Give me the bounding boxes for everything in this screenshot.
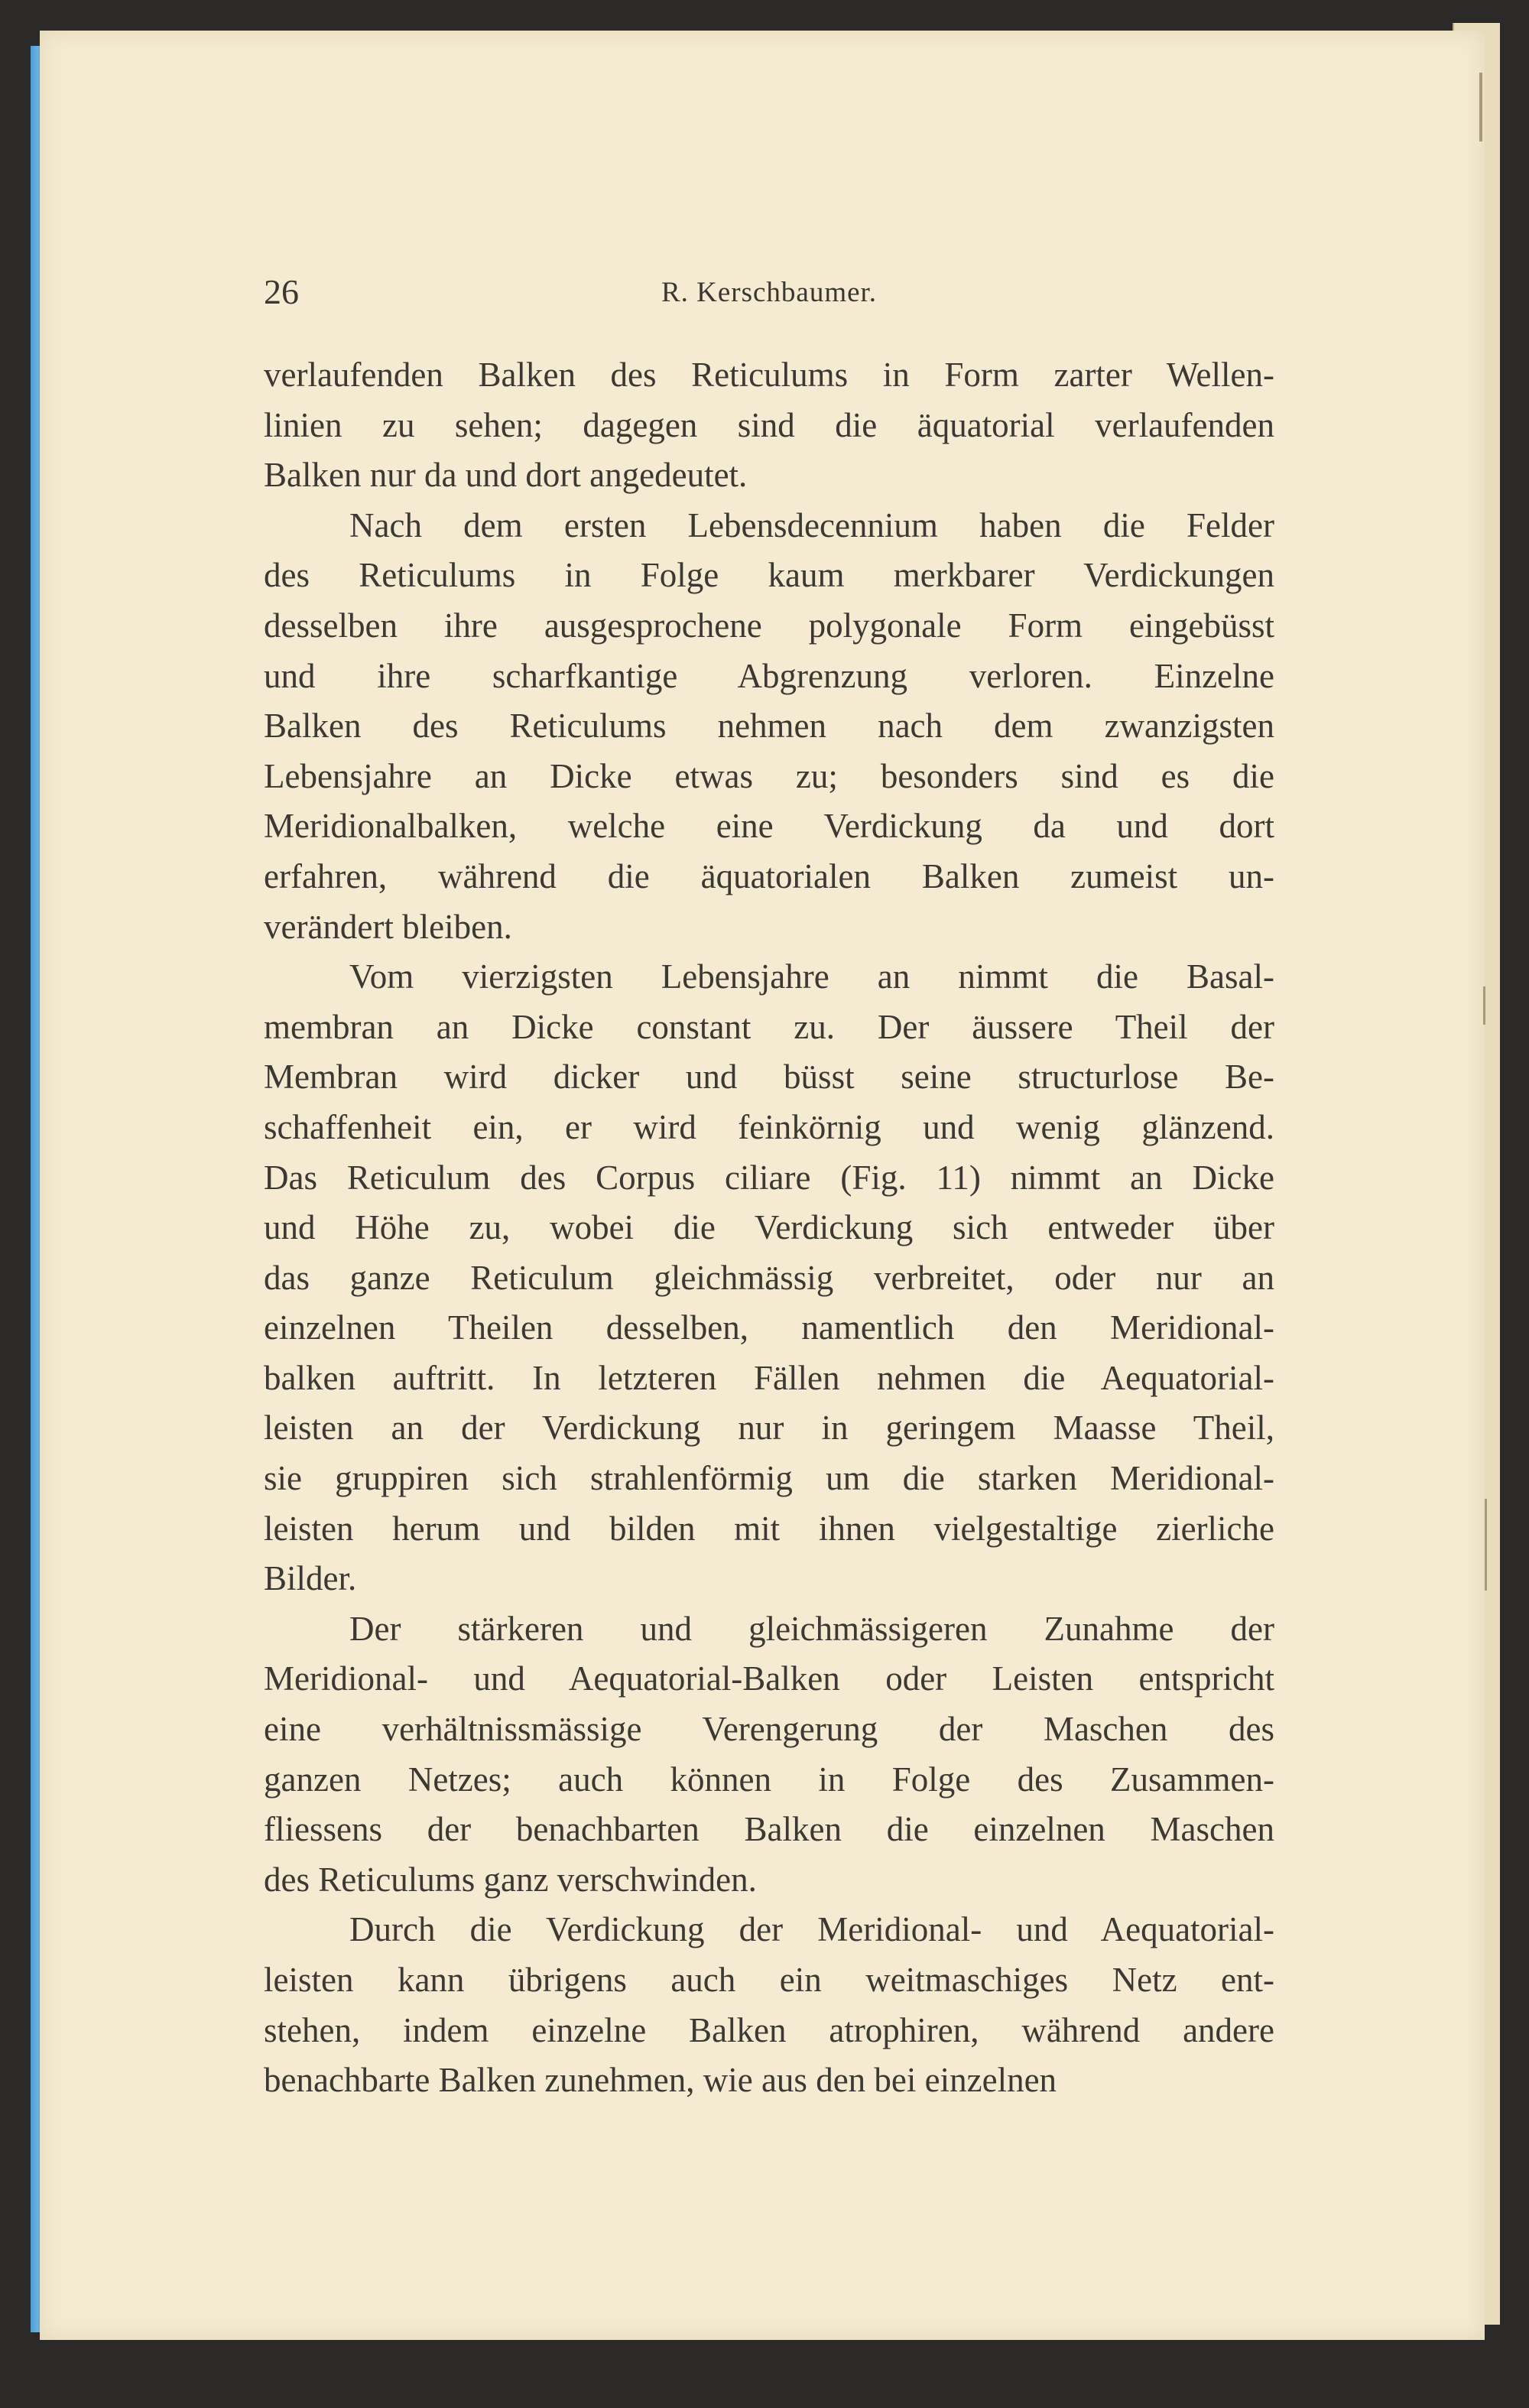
paragraph <box>264 952 1274 1604</box>
text-line: einzelnen Theilen desselben, namentlich den Meridional- <box>264 1308 1274 1347</box>
text-line: Das Reticulum des Corpus ciliare (Fig. 11) nimmt an Dicke <box>264 1158 1274 1197</box>
text-line: leisten herum und bilden mit ihnen vielgestaltige zierliche <box>264 1509 1274 1548</box>
text-line: und Höhe zu, wobei die Verdickung sich entweder über <box>264 1208 1274 1247</box>
text-line: leisten kann übrigens auch ein weitmaschiges Netz ent- <box>264 1961 1274 1999</box>
text-line: das ganze Reticulum gleichmässig verbreitet, oder nur an <box>264 1258 1274 1297</box>
text-line: Lebensjahre an Dicke etwas zu; besonders sind es die <box>264 756 1274 795</box>
text-line: des Reticulums in Folge kaum merkbarer Verdickungen <box>264 556 1274 595</box>
text-line: schaffenheit ein, er wird feinkörnig und wenig glänzend. <box>264 1107 1274 1146</box>
text-line: Nach dem ersten Lebensdecennium haben die Felder <box>349 505 1274 544</box>
text-line: eine verhältnissmässige Verengerung der Maschen des <box>264 1710 1274 1749</box>
margin-tick-top <box>1479 73 1482 141</box>
text-line: verlaufenden Balken des Reticulums in Form zarter Wellen- <box>264 356 1274 394</box>
text-line: ganzen Netzes; auch können in Folge des Zusammen- <box>264 1760 1274 1799</box>
margin-tick-middle <box>1483 986 1485 1025</box>
text-line: Meridional- und Aequatorial-Balken oder Leisten entspricht <box>264 1659 1274 1698</box>
text-line: benachbarte Balken zunehmen, wie aus den bei einzelnen <box>264 2061 1057 2100</box>
text-line: Der stärkeren und gleichmässigeren Zunahme der <box>349 1609 1274 1648</box>
running-head: R. Kerschbaumer. <box>661 277 878 308</box>
text-line: balken auftritt. In letzteren Fällen nehmen die Aequatorial- <box>264 1358 1274 1397</box>
text-line: Balken des Reticulums nehmen nach dem zwanzigsten <box>264 707 1274 746</box>
text-line: Durch die Verdickung der Meridional- und Aequatorial- <box>349 1910 1274 1949</box>
paragraph <box>264 501 1274 952</box>
text-line: membran an Dicke constant zu. Der äussere Theil der <box>264 1007 1274 1046</box>
paragraph <box>264 1604 1274 1906</box>
page-header <box>264 271 1274 325</box>
text-line: desselben ihre ausgesprochene polygonale Form eingebüsst <box>264 606 1274 645</box>
text-line: sie gruppiren sich strahlenförmig um die starken Meridional- <box>264 1459 1274 1498</box>
text-line: Membran wird dicker und büsst seine structurlose Be- <box>264 1058 1274 1097</box>
text-line: verändert bleiben. <box>264 907 512 946</box>
page-number: 26 <box>264 272 299 311</box>
paragraph <box>264 350 1274 501</box>
paragraph <box>264 1905 1274 2105</box>
text-line: fliessens der benachbarten Balken die einzelnen Maschen <box>264 1810 1274 1849</box>
text-line: Balken nur da und dort angedeutet. <box>264 456 748 495</box>
text-line: erfahren, während die äquatorialen Balken zumeist un- <box>264 856 1274 895</box>
text-line: und ihre scharfkantige Abgrenzung verloren. Einzelne <box>264 656 1274 695</box>
text-line: Vom vierzigsten Lebensjahre an nimmt die Basal- <box>349 957 1274 996</box>
text-line: Bilder. <box>264 1559 357 1598</box>
text-line: linien zu sehen; dagegen sind die äquatorial verlaufenden <box>264 405 1274 444</box>
body-text <box>264 350 1274 2106</box>
text-line: leisten an der Verdickung nur in geringem Maasse Theil, <box>264 1409 1274 1448</box>
text-line: des Reticulums ganz verschwinden. <box>264 1860 757 1899</box>
text-line: stehen, indem einzelne Balken atrophiren, während andere <box>264 2010 1274 2049</box>
text-line: Meridionalbalken, welche eine Verdickung da und dort <box>264 807 1274 846</box>
margin-tick-lower <box>1485 1499 1487 1591</box>
